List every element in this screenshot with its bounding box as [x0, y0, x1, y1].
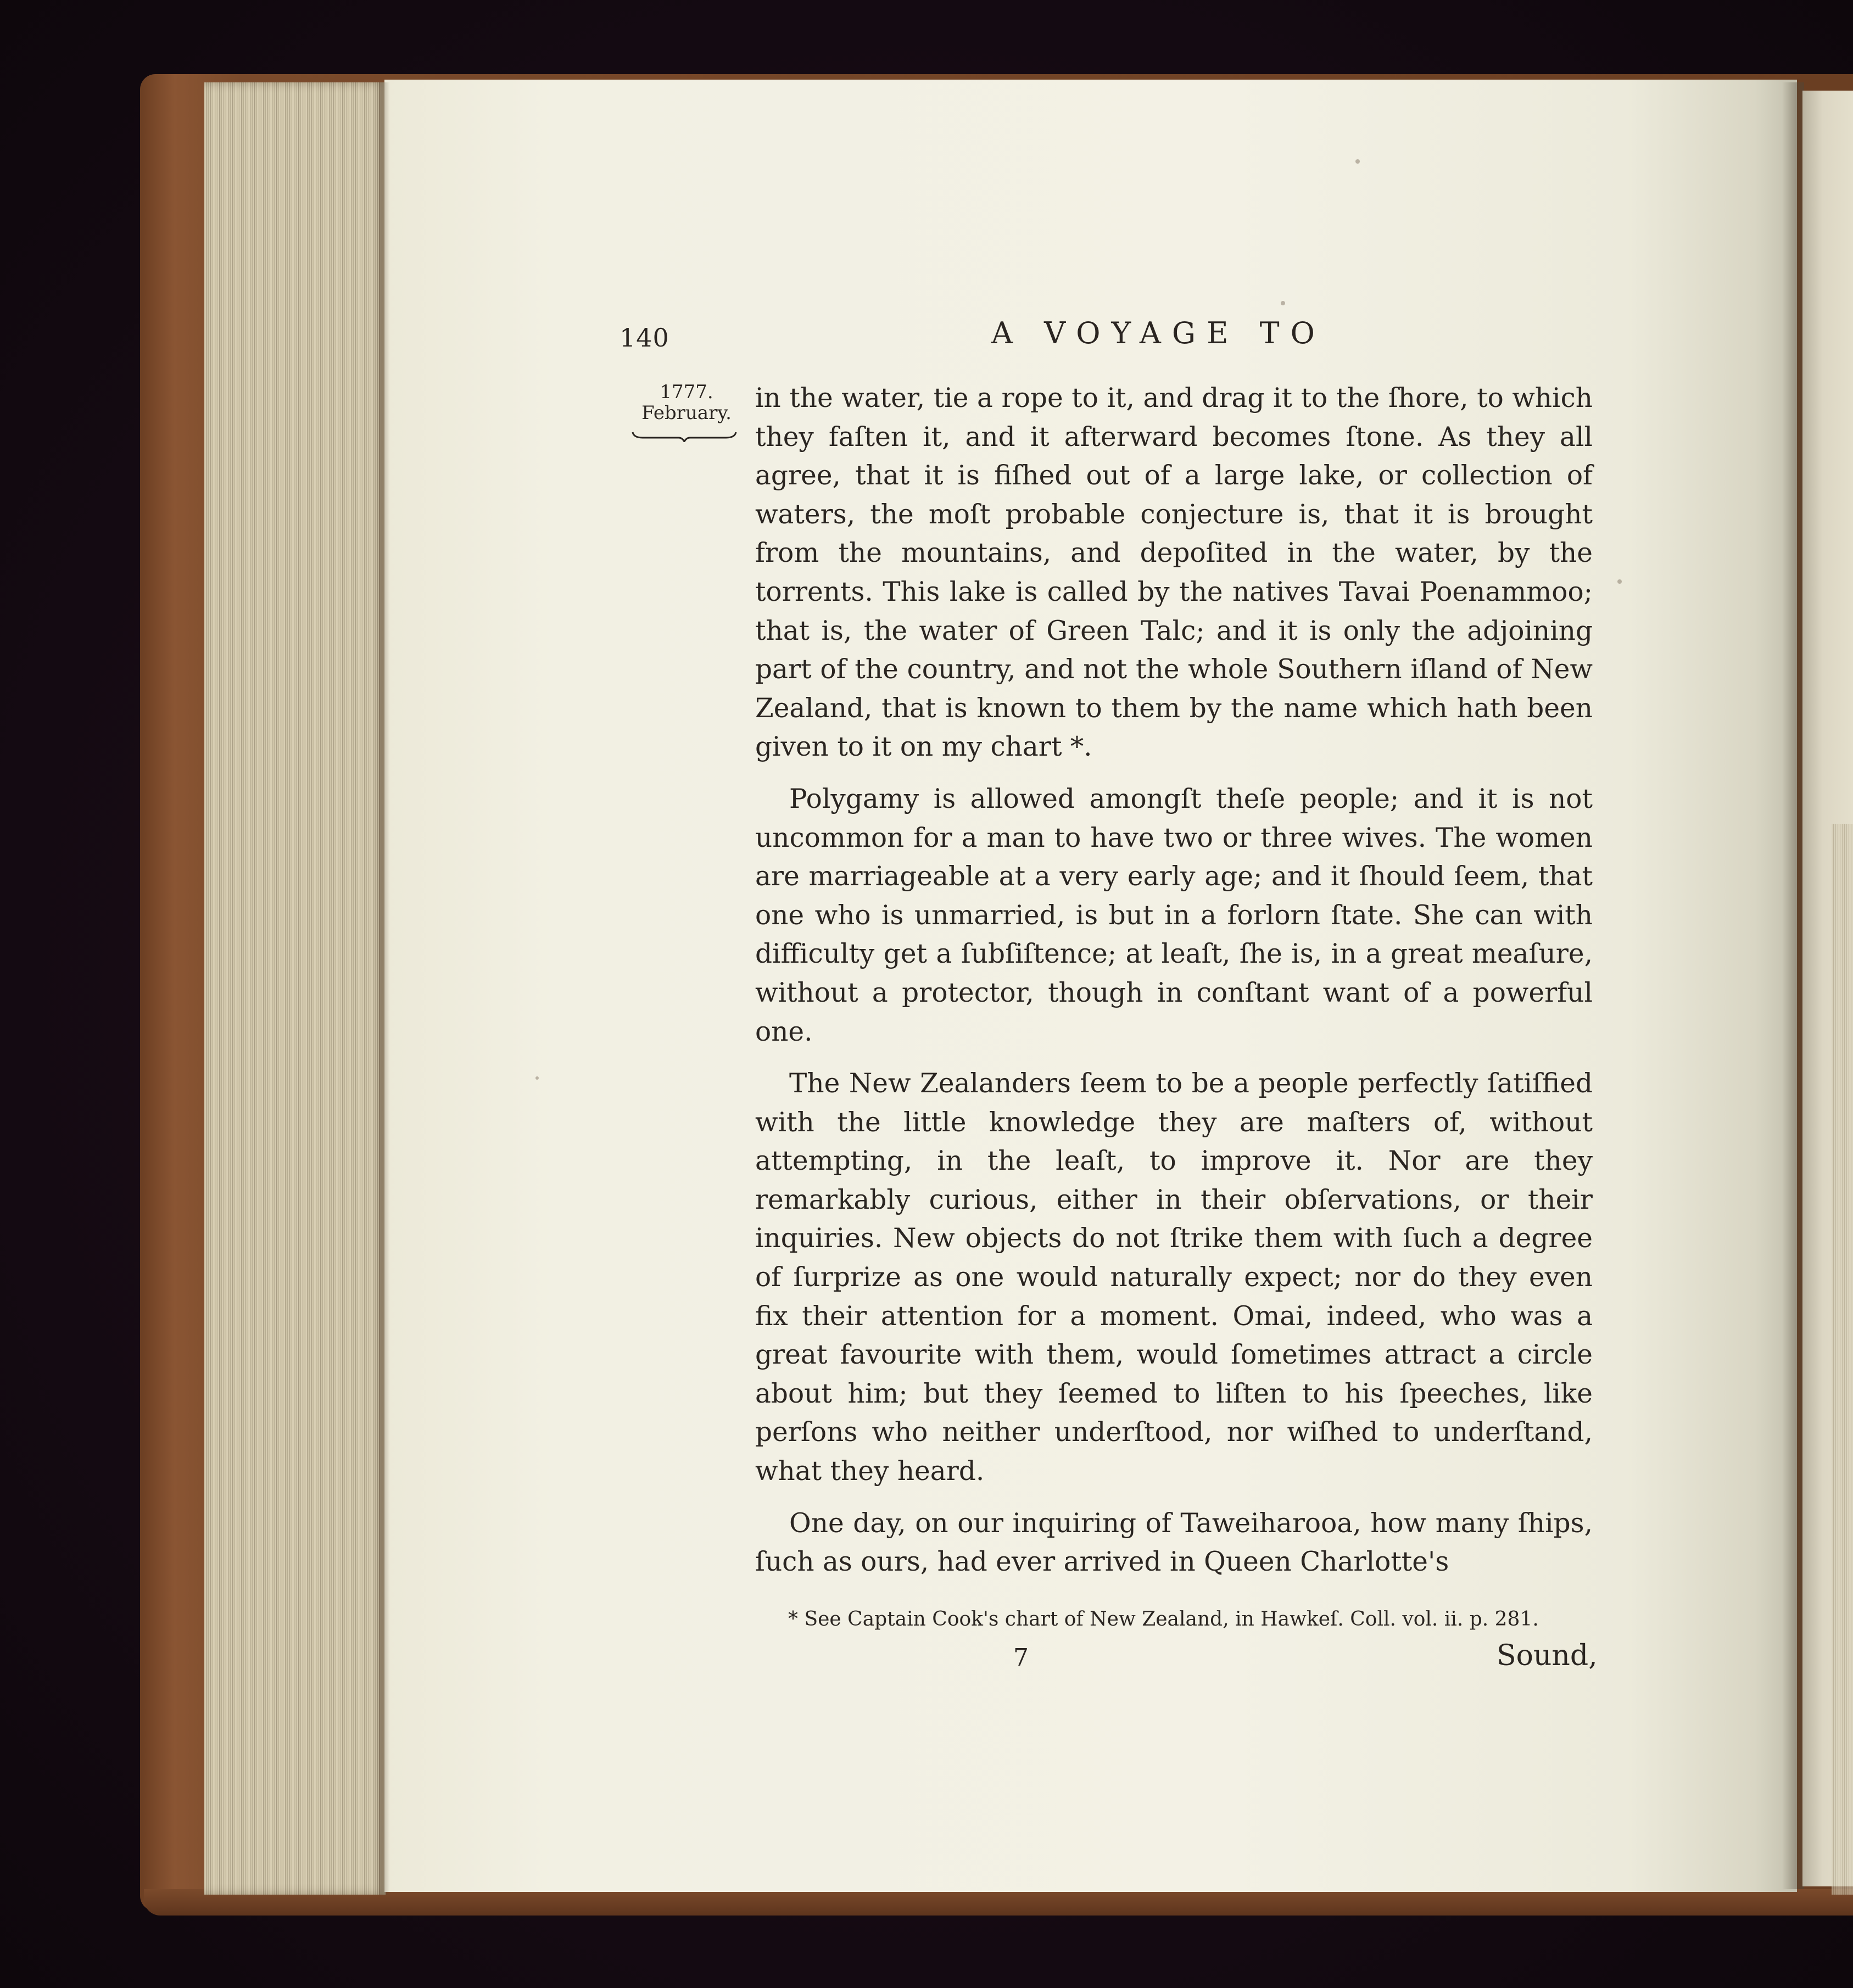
paper-spot	[535, 1076, 539, 1080]
footnote: * See Captain Cook's chart of New Zealand, in Hawkeſ. Coll. vol. ii. p. 281.	[788, 1608, 1539, 1630]
paragraph: Polygamy is allowed amongſt theſe people; and it is not uncommon for a man to have two or three wives. The women are marriageable at a very early age; and it ſhould ſeem, that one who is unmarried, is but in a forlorn ſtate. She can with difficulty get a ſubſiſtence; at leaſt, ſhe is, in a great meaſure, without a protector, though in conſtant want of a powerful one.	[755, 783, 1593, 1047]
paragraph: in the water, tie a rope to it, and drag it to the ſhore, to which they faſten it, and it afterward becomes ſtone. As they all agree, that it is fiſhed out of a large lake, or collection of waters, the moſt probable conjecture is, that it is brought from the mountains, and depoſited in the water, by the torrents. This lake is called by the natives Tavai Poenammoo; that is, the water of Green Talc; and it is only the adjoining part of the country, and not the whole Southern iſland of New Zealand, that is known to them by the name which hath been given to it on my chart *.	[755, 383, 1593, 763]
paragraph: The New Zealanders ſeem to be a people perfectly ſatiſfied with the little knowledge they are maſters of, without attempting, in the leaſt, to improve it. Nor are they remarkably curious, either in their obſervations, or their inquiries. New objects do not ſtrike them with ſuch a degree of ſurprize as one would naturally expect; nor do they even fix their attention for a moment. Omai, indeed, who was a great favourite with them, would ſometimes attract a circle about him; but they ſeemed to liſten to his ſpeeches, like perſons who neither underſtood, nor wiſhed to underſtand, what they heard.	[755, 1068, 1593, 1487]
running-title: A VOYAGE TO	[991, 316, 1326, 350]
margin-brace-icon	[632, 430, 737, 442]
paragraph: One day, on our inquiring of Taweiharooa, how many ſhips, ſuch as ours, had ever arrived in Queen Charlotte's	[755, 1507, 1593, 1578]
page-edge-shadow	[379, 82, 390, 1895]
margin-year: 1777.	[660, 381, 713, 403]
cover-bottom-edge	[144, 1889, 1853, 1916]
facing-page-edges	[1832, 824, 1853, 1895]
signature-mark: 7	[1013, 1644, 1029, 1672]
gutter-shadow	[1782, 82, 1804, 1889]
margin-month: February.	[641, 402, 732, 424]
margin-date-note	[632, 382, 741, 423]
paper-spot	[1617, 579, 1622, 584]
paper-spot	[1281, 301, 1285, 305]
paper-spot	[1355, 159, 1360, 164]
page-number: 140	[619, 323, 669, 353]
page-block-edges	[204, 82, 386, 1895]
main-text	[755, 379, 1593, 1582]
catchword: Sound,	[1497, 1639, 1598, 1672]
